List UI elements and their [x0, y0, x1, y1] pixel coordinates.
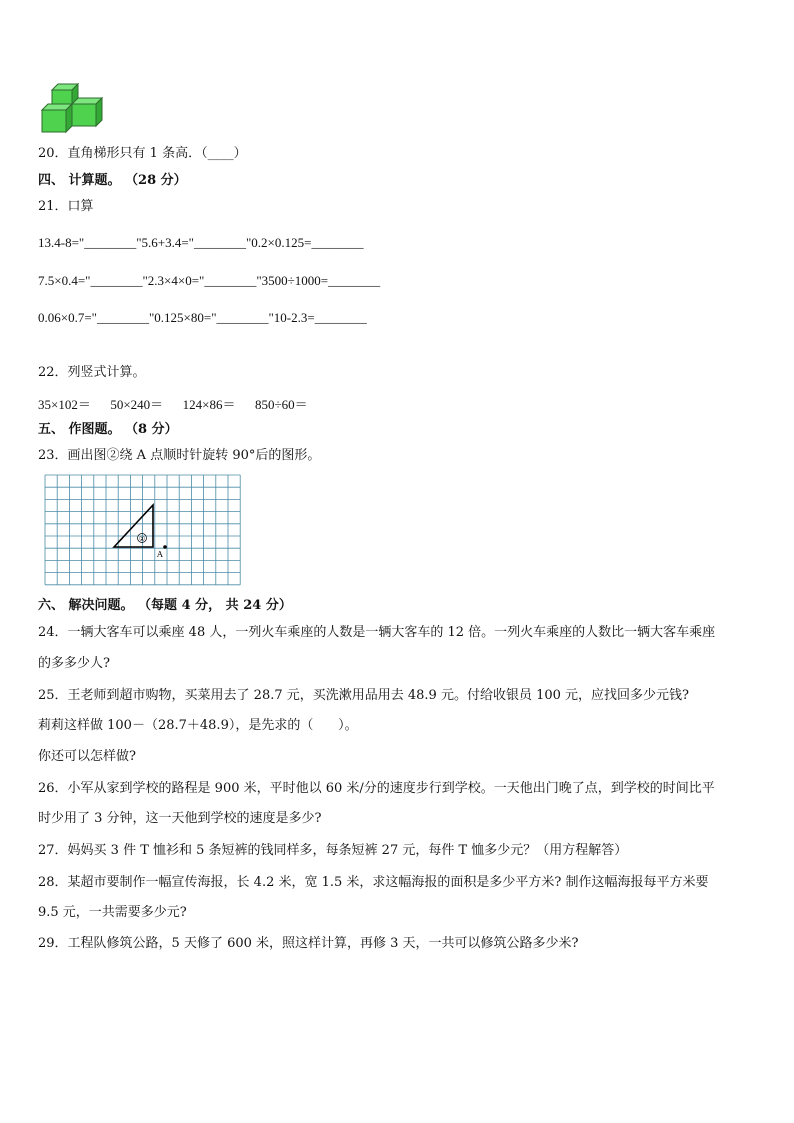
- shape-label: ②: [138, 535, 146, 543]
- section-4-heading: 四、 计算题。 （28 分）: [38, 173, 187, 188]
- oral-calc-row-2: 7.5×0.4="________"2.3×4×0="________"3500÷1000=________: [38, 273, 381, 288]
- point-a-label: A: [157, 550, 163, 559]
- question-24-line-1: 24．一辆大客车可以乘座 48 人，一列火车乘座的人数是一辆大客车的 12 倍。一列火车乘座的人数比一辆大客车乘座: [38, 625, 716, 640]
- question-26-line-1: 26．小军从家到学校的路程是 900 米，平时他以 60 米/分的速度步行到学校。一天他出门晚了点，到学校的时间比平: [38, 781, 715, 796]
- question-28-line-1: 28．某超市要制作一幅宣传海报，长 4.2 米，宽 1.5 米，求这幅海报的面积是多少平方米? 制作这幅海报每平方米要: [38, 875, 709, 890]
- question-29: 29．工程队修筑公路，5 天修了 600 米，照这样计算，再修 3 天，一共可以修筑公路多少米?: [38, 936, 579, 951]
- question-23: 23．画出图②绕 A 点顺时针旋转 90°后的图形。: [38, 448, 321, 463]
- question-27: 27．妈妈买 3 件 T 恤衫和 5 条短裤的钱同样多，每条短裤 27 元，每件 T 恤多少元？（用方程解答）: [38, 843, 628, 858]
- oral-calc-row-3: 0.06×0.7="________"0.125×80="________"10-2.3=________: [38, 310, 367, 325]
- question-22: 22．列竖式计算。: [38, 365, 146, 380]
- cubes-figure: [40, 80, 108, 136]
- question-20: 20．直角梯形只有 1 条高．（____）: [38, 146, 247, 161]
- question-21: 21．口算: [38, 199, 94, 214]
- vertical-calc-row: 35×102＝ 50×240＝ 124×86＝ 850÷60＝: [38, 397, 308, 412]
- question-28-line-2: 9.5 元，一共需要多少元?: [38, 905, 187, 920]
- question-26-line-2: 时少用了 3 分钟，这一天他到学校的速度是多少?: [38, 811, 322, 826]
- section-5-heading: 五、 作图题。 （8 分）: [38, 422, 178, 437]
- oral-calc-row-1: 13.4-8="________"5.6+3.4="________"0.2×0.125=________: [38, 235, 364, 250]
- question-25-line-1: 25．王老师到超市购物，买菜用去了 28.7 元，买洗漱用品用去 48.9 元。付给收银员 100 元，应找回多少元钱?: [38, 688, 690, 703]
- point-a-dot: [163, 545, 167, 549]
- grid-figure: [44, 474, 242, 592]
- question-25-line-3: 你还可以怎样做?: [38, 749, 136, 764]
- question-25-line-2: 莉莉这样做 100－（28.7＋48.9），是先求的（ ）。: [38, 718, 358, 733]
- question-24-line-2: 的多多少人?: [38, 656, 110, 671]
- section-6-heading: 六、 解决问题。 （每题 4 分， 共 24 分）: [38, 598, 292, 613]
